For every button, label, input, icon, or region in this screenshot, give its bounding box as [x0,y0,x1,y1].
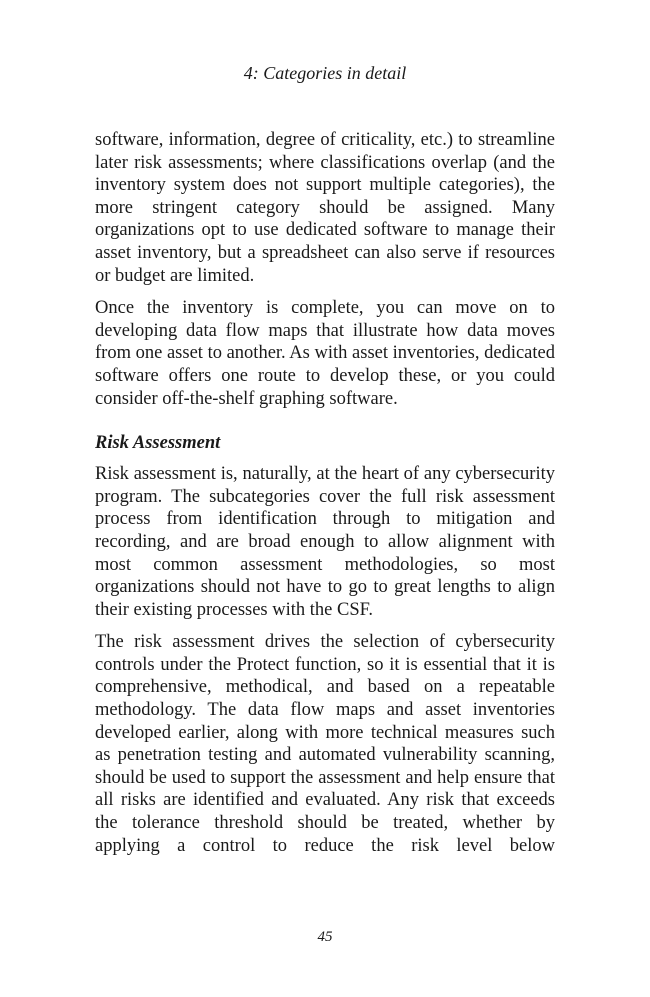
paragraph: The risk assessment drives the selection of cybersecurity controls under the Protect function, so it is essential that it is comprehensive, methodical, and based on a repeatable methodology. The data flow maps and asset inventories developed earlier, along with more technical measures such as penetration testing and automated vulnerability scanning, should be used to support the assessment and help ensure that all risks are identified and evaluated. Any risk that exceeds the tolerance threshold should be treated, whether by applying a control to reduce the risk level below [95,632,555,856]
body-text [95,129,555,867]
section-heading: Risk Assessment [95,433,221,454]
page-number: 45 [317,929,333,945]
paragraph: Risk assessment is, naturally, at the heart of any cybersecurity program. The subcategories cover the full risk assessment process from identification through to mitigation and recording, and are broad enough to allow alignment with most common assessment methodologies, so most organizations should not have to go to great lengths to align their existing processes with the CSF. [95,464,555,620]
running-header: 4: Categories in detail [243,63,407,83]
paragraph: Once the inventory is complete, you can move on to developing data flow maps that illustrate how data moves from one asset to another. As with asset inventories, dedicated software offers one route to develop these, or you could consider off-the-shelf graphing software. [95,298,555,409]
paragraph: software, information, degree of criticality, etc.) to streamline later risk assessments; where classifications overlap (and the inventory system does not support multiple categories), the more stringent category should be assigned. Many organizations opt to use dedicated software to manage their asset inventory, but a spreadsheet can also serve if resources or budget are limited. [95,130,555,286]
